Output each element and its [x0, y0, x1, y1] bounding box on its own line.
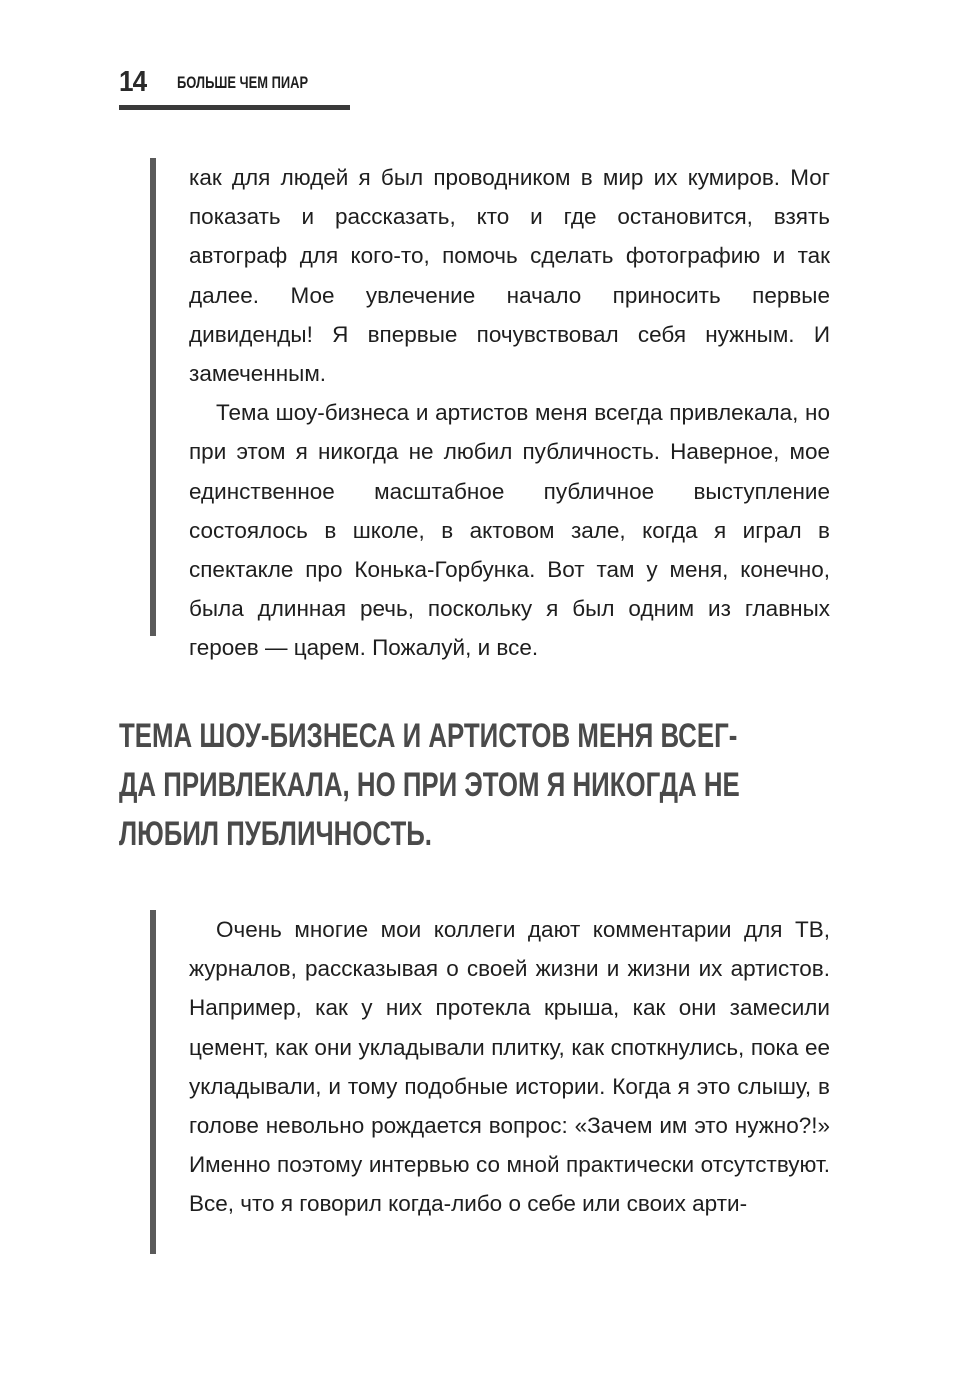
running-title: БОЛЬШЕ ЧЕМ ПИАР: [177, 73, 309, 92]
margin-bar: [150, 910, 156, 1254]
pull-quote: [119, 712, 740, 859]
text-block-2: [150, 910, 830, 1254]
paragraph: Тема шоу-бизнеса и артистов меня всегда привлекала, но при этом я никогда не любил публичность. Наверное, мое единственное масштабное публичное выступление состоялось в школе, в актовом зале, когда я играл в спектакле про Конька-Горбунка. Вот там у меня, конечно, была длинная речь, поскольку я был одним из главных героев — царем. Пожалуй, и все.: [189, 400, 830, 661]
body-text: [189, 910, 830, 1224]
paragraph: как для людей я был проводником в мир их кумиров. Мог показать и рассказать, кто и где остановится, взять автограф для кого-то, помочь сделать фотографию и так далее. Мое увлечение начало приносить первые дивиденды! Я впервые почувствовал себя нужным. И замеченным.: [189, 165, 830, 387]
paragraph: Очень многие мои коллеги дают комментарии для ТВ, журналов, рассказывая о своей жизни и жизни их артистов. Например, как у них протекла крыша, как они замесили цемент, как они укладывали плитку, как споткнулись, пока ее укладывали, и тому подобные истории. Когда я это слышу, в голове невольно рождается вопрос: «Зачем им это нужно?!» Именно поэтому интервью со мной практически отсутствуют. Все, что я говорил когда-либо о себе или своих арти-: [189, 917, 830, 1217]
page-number: 14: [119, 66, 147, 98]
margin-bar: [150, 158, 156, 636]
text-block-1: [150, 158, 830, 661]
pull-quote-line: ТЕМА ШОУ-БИЗНЕСА И АРТИСТОВ МЕНЯ ВСЕГ-: [119, 717, 738, 755]
body-text: [189, 158, 830, 668]
pull-quote-line: ДА ПРИВЛЕКАЛА, НО ПРИ ЭТОМ Я НИКОГДА НЕ: [119, 766, 740, 804]
pull-quote-line: ЛЮБИЛ ПУБЛИЧНОСТЬ.: [119, 815, 432, 853]
running-header: [119, 64, 350, 110]
